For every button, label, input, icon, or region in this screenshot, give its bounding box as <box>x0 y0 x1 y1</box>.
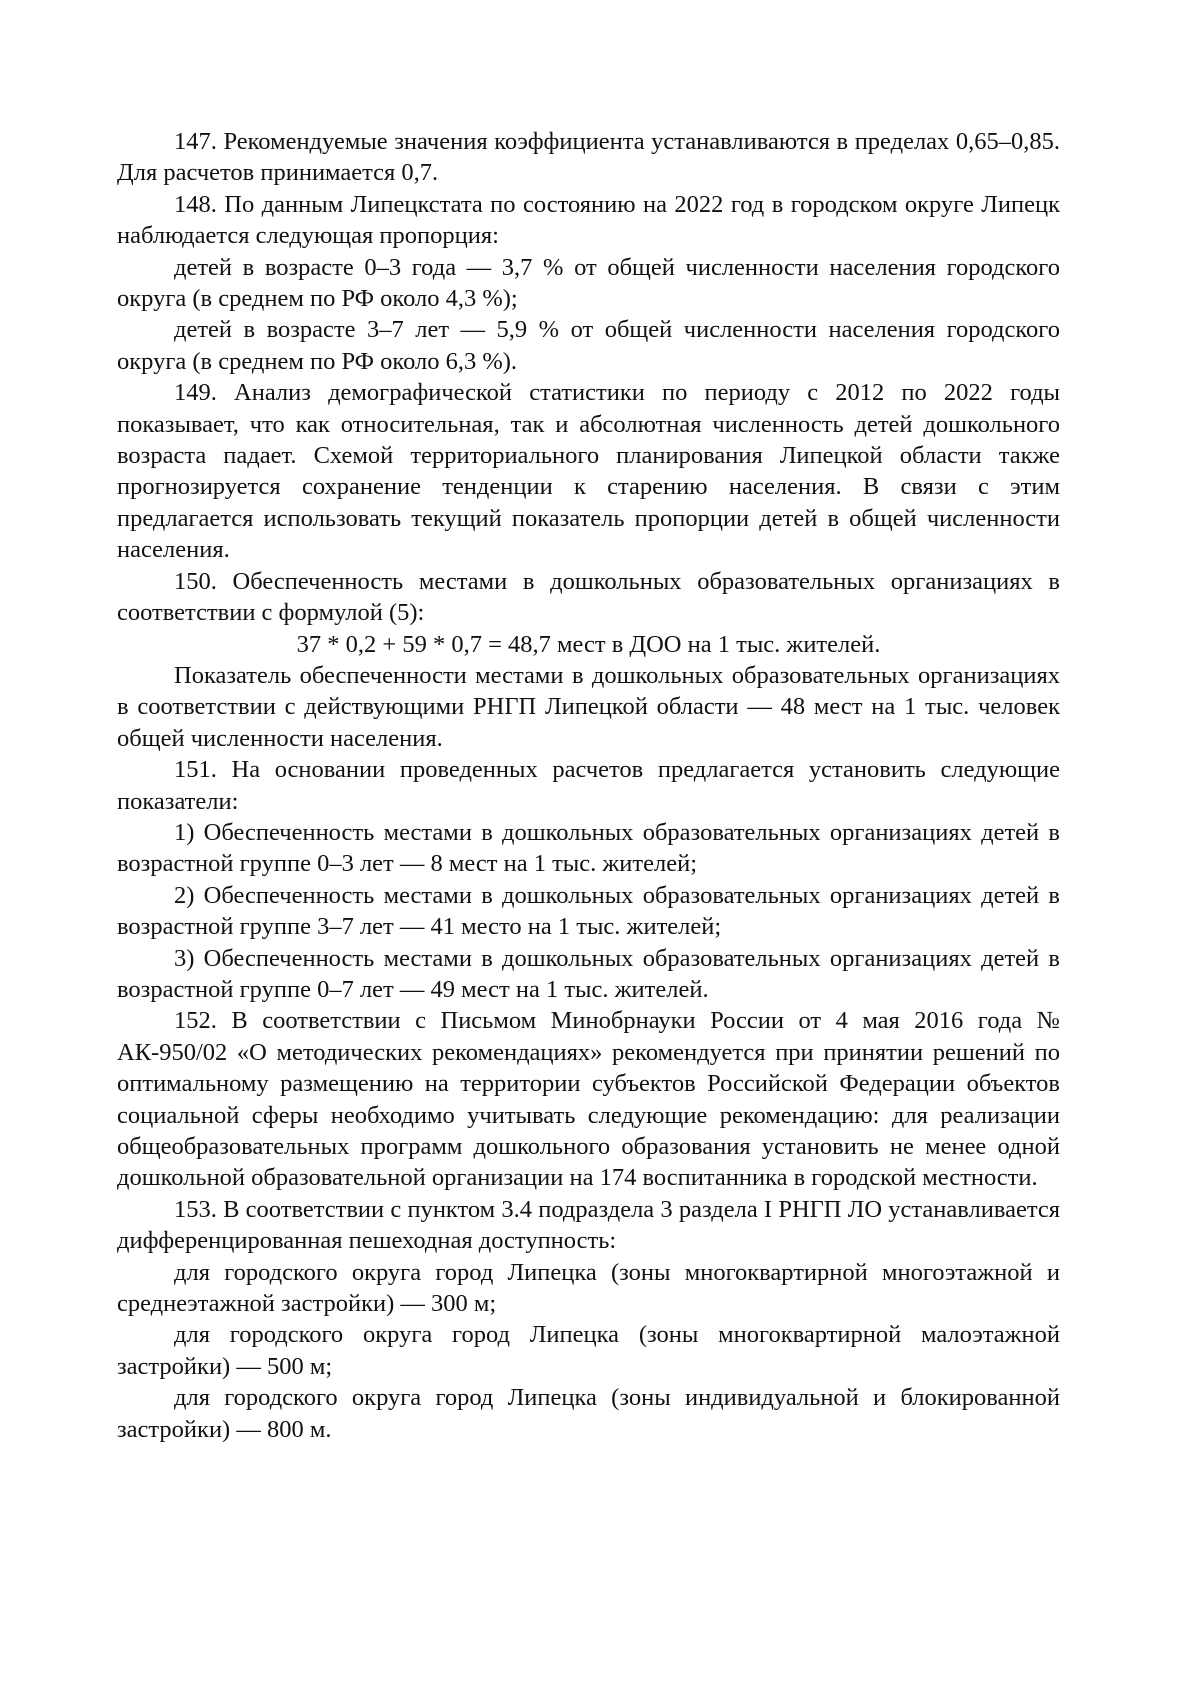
paragraph-151: 151. На основании проведенных расчетов предлагается установить следующие показатели: <box>117 756 1060 815</box>
paragraph-149: 149. Анализ демографической статистики по периоду с 2012 по 2022 годы показывает, что как относительная, так и абсолютная численность детей дошкольного возраста падает. Схемой территориального планирования Липецкой области также прогнозируется сохранение тенденции к старению населения. В связи с этим предлагается использовать текущий показатель пропорции детей в общей численности населения. <box>117 379 1060 564</box>
list-item-3: 3) Обеспеченность местами в дошкольных образовательных организациях детей в возрастной группе 0–7 лет — 49 мест на 1 тыс. жителей. <box>117 944 1060 1003</box>
paragraph-children-0-3: детей в возрасте 0–3 года — 3,7 % от общей численности населения городского округа (в среднем по РФ около 4,3 %); <box>117 253 1060 313</box>
paragraph-147: 147. Рекомендуемые значения коэффициента устанавливаются в пределах 0,65–0,85. Для расчетов принимается 0,7. <box>117 128 1060 187</box>
list-item-1: 1) Обеспеченность местами в дошкольных образовательных организациях детей в возрастной группе 0–3 лет — 8 мест на 1 тыс. жителей; <box>117 818 1060 878</box>
paragraph-153: 153. В соответствии с пунктом 3.4 подраздела 3 раздела I РНГП ЛО устанавливается дифференцированная пешеходная доступность: <box>117 1195 1060 1255</box>
paragraph-indicator: Показатель обеспеченности местами в дошкольных образовательных организациях в соответствии с действующими РНГП Липецкой области — 48 мест на 1 тыс. человек общей численности населения. <box>117 661 1060 752</box>
paragraph-children-3-7: детей в возрасте 3–7 лет — 5,9 % от общей численности населения городского округа (в среднем по РФ около 6,3 %). <box>117 316 1060 375</box>
paragraph-152: 152. В соответствии с Письмом Минобрнауки России от 4 мая 2016 года № АК-950/02 «О методических рекомендациях» рекомендуется при принятии решений по оптимальному размещению на территории субъектов Российской Федерации объектов социальной сферы необходимо учитывать следующие рекомендацию: для реализации общеобразовательных программ дошкольного образования установить не менее одной дошкольной образовательной организации на 174 воспитанника в городской местности. <box>117 1007 1060 1192</box>
paragraph-148: 148. По данным Липецкстата по состоянию на 2022 год в городском округе Липецк наблюдается следующая пропорция: <box>117 190 1060 250</box>
list-item-2: 2) Обеспеченность местами в дошкольных образовательных организациях детей в возрастной группе 3–7 лет — 41 место на 1 тыс. жителей; <box>117 881 1060 941</box>
accessibility-300m: для городского округа город Липецка (зоны многоквартирной многоэтажной и среднеэтажной застройки) — 300 м; <box>117 1258 1060 1318</box>
paragraph-150: 150. Обеспеченность местами в дошкольных образовательных организациях в соответствии с формулой (5): <box>117 567 1060 627</box>
accessibility-800m: для городского округа город Липецка (зоны индивидуальной и блокированной застройки) — 800 м. <box>117 1384 1060 1443</box>
document-page <box>117 126 1060 1445</box>
formula-line: 37 * 0,2 + 59 * 0,7 = 48,7 мест в ДОО на 1 тыс. жителей. <box>296 630 881 658</box>
accessibility-500m: для городского округа город Липецка (зоны многоквартирной малоэтажной застройки) — 500 м; <box>117 1321 1060 1380</box>
